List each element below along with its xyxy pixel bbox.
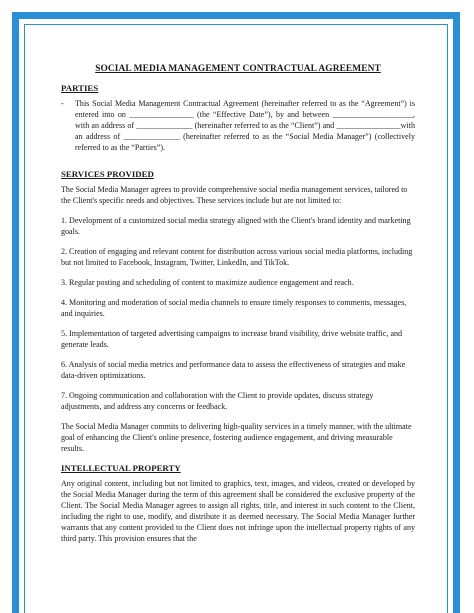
list-item: 6. Analysis of social media metrics and performance data to assess the effectiveness of strategies and make data-driven optimizations.: [61, 360, 406, 380]
list-item: 2. Creation of engaging and relevant content for distribution across various social media platforms, including but not limited to Facebook, Instagram, Twitter, LinkedIn, and TikTok.: [61, 247, 413, 267]
services-heading: SERVICES PROVIDED: [61, 169, 154, 179]
list-item: 7. Ongoing communication and collaboration with the Client to provide updates, discuss strategy adjustments, and address any concerns or feedback.: [61, 391, 374, 411]
parties-heading: PARTIES: [61, 83, 99, 93]
list-item: 1. Development of a customized social media strategy aligned with the Client's brand identity and marketing goals.: [61, 216, 411, 236]
services-closing: The Social Media Manager commits to delivering high-quality services in a timely manner, with the ultimate goal of enhancing the Client's online presence, fostering audience engagement, and driving measurable results.: [61, 422, 412, 453]
parties-section: [61, 98, 415, 153]
ip-heading: INTELLECTUAL PROPERTY: [61, 463, 181, 473]
parties-bullet: -: [61, 99, 64, 108]
services-list: [61, 215, 415, 412]
list-item: 3. Regular posting and scheduling of content to maximize audience engagement and reach.: [61, 278, 354, 287]
list-item: 5. Implementation of targeted advertising campaigns to increase brand visibility, drive website traffic, and generate leads.: [61, 329, 403, 349]
document-page: [61, 64, 415, 553]
parties-text: This Social Media Management Contractual Agreement (hereinafter referred to as the “Agreement”) is entered into on ________________ (the “Effective Date”), by and between ____________________, with an address of ______________ (hereinafter referred to as the “Client”) and ________________with an address of ______________ (hereinafter referred to as the “Social Media Manager”) (collectively referred to as the “Parties”).: [75, 99, 415, 152]
list-item: 4. Monitoring and moderation of social media channels to ensure timely responses to comments, messages, and inquiries.: [61, 298, 407, 318]
document-title: SOCIAL MEDIA MANAGEMENT CONTRACTUAL AGREEMENT: [95, 64, 381, 74]
services-intro: The Social Media Manager agrees to provide comprehensive social media management services, tailored to the Client's specific needs and objectives. These services include but are not limited to:: [61, 185, 408, 205]
ip-text: Any original content, including but not limited to graphics, text, images, and videos, created or developed by the Social Media Manager during the term of this agreement shall be considered the exclusive property of the Client. The Social Media Manager agrees to assign all rights, title, and interest in such content to the Client, including the right to use, modify, and distribute it as deemed necessary. The Social Media Manager further warrants that any content provided to the Client does not infringe upon the intellectual property rights of any third party. This provision ensures that the: [61, 479, 415, 543]
